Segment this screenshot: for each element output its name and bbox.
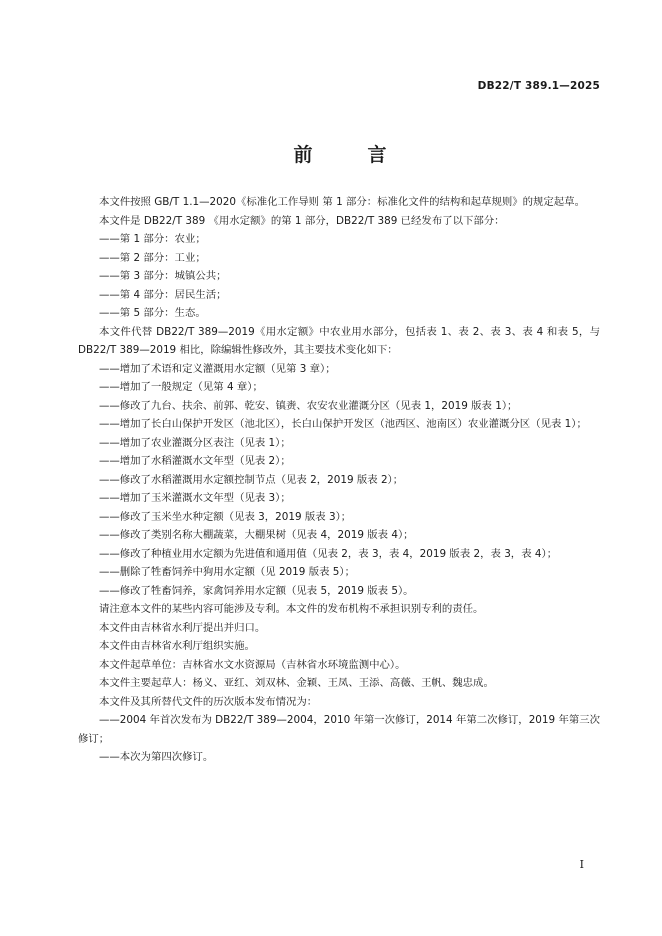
list-item: ——第 5 部分：生态。 <box>99 307 206 319</box>
paragraph: 本文件及其所替代文件的历次版本发布情况为： <box>99 695 318 708</box>
document-code: DB22/T 389.1—2025 <box>477 80 600 92</box>
paragraph: 本文件起草单位：吉林省水文水资源局（吉林省水环境监测中心）。 <box>99 658 406 671</box>
list-item: ——增加了一般规定（见第 4 章）； <box>99 381 263 393</box>
list-item: ——增加了农业灌溉分区表注（见表 1）； <box>99 436 291 449</box>
list-item: ——2004 年首次发布为 DB22/T 389—2004，2010 年第一次修订，2014 年第二次修订，2019 年第三次修订； <box>78 714 601 745</box>
list-item: ——修改了水稻灌溉用水定额控制节点（见表 2，2019 版表 2）； <box>99 473 404 486</box>
paragraph: 请注意本文件的某些内容可能涉及专利。本文件的发布机构不承担识别专利的责任。 <box>99 603 484 615</box>
list-item: ——修改了九台、扶余、前郭、乾安、镇赉、农安农业灌溉分区（见表 1，2019 版表 1）； <box>99 399 518 412</box>
list-item: ——修改了类别名称大棚蔬菜，大棚果树（见表 4，2019 版表 4）； <box>99 529 414 541</box>
list-item: ——修改了玉米坐水种定额（见表 3，2019 版表 3）； <box>99 510 352 523</box>
paragraph: 本文件由吉林省水利厅组织实施。 <box>99 640 255 652</box>
list-item: ——增加了长白山保护开发区（池北区），长白山保护开发区（池西区、池南区）农业灌溉分区（见表 1）； <box>99 418 587 430</box>
list-item: ——第 2 部分：工业； <box>99 251 206 264</box>
page-title: 前 言 <box>293 144 405 166</box>
paragraph: 本文件由吉林省水利厅提出并归口。 <box>99 621 266 634</box>
list-item: ——修改了种植业用水定额为先进值和通用值（见表 2，表 3，表 4，2019 版表 2，表 3，表 4）； <box>99 547 558 560</box>
list-item: ——增加了水稻灌溉水文年型（见表 2）； <box>99 455 291 467</box>
list-item: ——删除了牲畜饲养中狗用水定额（见 2019 版表 5）； <box>99 566 355 578</box>
list-item: ——第 4 部分：居民生活； <box>99 288 227 301</box>
list-item: ——修改了牲畜饲养，家禽饲养用水定额（见表 5，2019 版表 5）。 <box>99 584 414 597</box>
foreword-body <box>78 193 600 767</box>
paragraph: 本文件是 DB22/T 389 《用水定额》的第 1 部分，DB22/T 389 已经发布了以下部分： <box>99 214 505 227</box>
list-item: ——第 1 部分：农业； <box>99 233 206 245</box>
list-item: ——本次为第四次修订。 <box>99 751 214 763</box>
list-item: ——第 3 部分：城镇公共； <box>99 270 227 282</box>
paragraph: 本文件主要起草人：杨义、亚红、刘双林、金颖、王凤、王添、高薇、王帆、魏忠成。 <box>99 677 494 689</box>
list-item: ——增加了术语和定义灌溉用水定额（见第 3 章）； <box>99 362 336 375</box>
list-item: ——增加了玉米灌溉水文年型（见表 3）； <box>99 492 291 504</box>
paragraph: 本文件按照 GB/T 1.1—2020《标准化工作导则 第 1 部分：标准化文件的结构和起草规则》的规定起草。 <box>99 196 585 208</box>
paragraph: 本文件代替 DB22/T 389—2019《用水定额》中农业用水部分，包括表 1、表 2、表 3、表 4 和表 5，与 DB22/T 389—2019 相比，除编辑性修改外，其主要技术变化如下： <box>78 325 600 356</box>
page-number: I <box>579 858 584 871</box>
